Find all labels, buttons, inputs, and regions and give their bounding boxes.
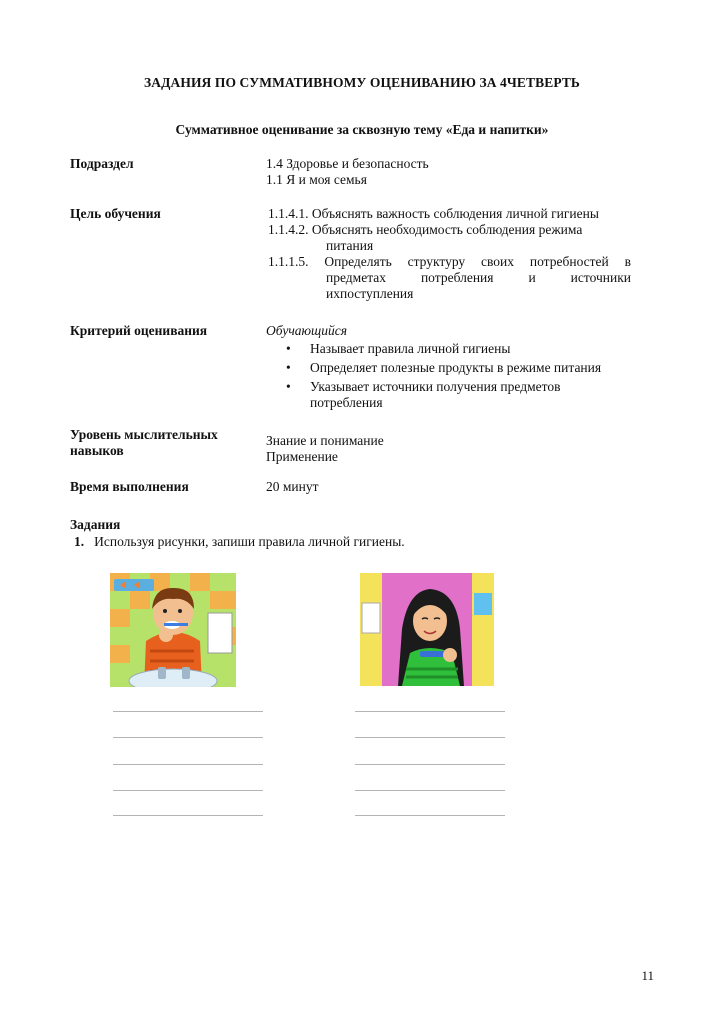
boy-brushing-teeth-icon: [110, 573, 236, 687]
answer-line[interactable]: [355, 737, 505, 738]
goal-item-3: 1.1.1.5. Определять структуру своих потребностей в: [268, 254, 631, 269]
answer-line[interactable]: [355, 711, 505, 712]
answer-line[interactable]: [113, 711, 263, 712]
criteria-item: • Определяет полезные продукты в режиме питания: [286, 360, 602, 375]
answer-line[interactable]: [355, 815, 505, 816]
bullet-icon: •: [286, 341, 291, 356]
label-time: Время выполнения: [70, 479, 189, 494]
label-thinking: Уровень мыслительных навыков: [70, 427, 218, 458]
bullet-icon: •: [286, 360, 291, 375]
answer-line[interactable]: [113, 815, 263, 816]
label-goal: Цель обучения: [70, 206, 161, 221]
thinking-value-2: Применение: [266, 449, 338, 464]
girl-combing-hair-icon: [360, 573, 494, 686]
thinking-value-1: Знание и понимание: [266, 433, 384, 448]
answer-line[interactable]: [355, 764, 505, 765]
subsection-value-2: 1.1 Я и моя семья: [266, 172, 367, 187]
goal-item-2: 1.1.4.2. Объяснять необходимость соблюдения режима: [268, 222, 583, 237]
value-thinking: [266, 433, 384, 465]
tasks-heading: Задания: [70, 517, 121, 532]
answer-line[interactable]: [113, 737, 263, 738]
page-title: ЗАДАНИЯ ПО СУММАТИВНОМУ ОЦЕНИВАНИЮ ЗА 4ЧЕТВЕРТЬ: [144, 75, 580, 90]
label-subsection: Подраздел: [70, 156, 134, 171]
subsection-value-1: 1.4 Здоровье и безопасность: [266, 156, 429, 171]
page-number: 11: [641, 968, 654, 983]
bullet-icon: •: [286, 379, 291, 394]
goal-item-2-cont: питания: [326, 238, 374, 253]
task-text: Используя рисунки, запиши правила личной гигиены.: [94, 534, 405, 549]
task-number: 1.: [74, 534, 85, 549]
value-subsection: [266, 156, 429, 188]
criteria-list: [266, 341, 636, 414]
goal-item-3-cont-2: ихпоступления: [326, 286, 414, 301]
task-1: [74, 534, 405, 550]
goal-item-3-cont-1: предметах потребления и источники: [326, 270, 631, 285]
goal-item-1: 1.1.4.1. Объяснять важность соблюдения личной гигиены: [268, 206, 599, 221]
answer-line[interactable]: [355, 790, 505, 791]
goal-list: [268, 206, 631, 302]
criteria-item: • Указывает источники получения предметов потребления: [286, 379, 561, 410]
criteria-intro: Обучающийся: [266, 323, 348, 338]
label-criteria: Критерий оценивания: [70, 323, 208, 338]
criteria-item: • Называет правила личной гигиены: [286, 341, 511, 356]
page-subtitle: Суммативное оценивание за сквозную тему «Еда и напитки»: [175, 122, 549, 137]
value-time: 20 минут: [266, 479, 319, 494]
answer-line[interactable]: [113, 764, 263, 765]
answer-line[interactable]: [113, 790, 263, 791]
